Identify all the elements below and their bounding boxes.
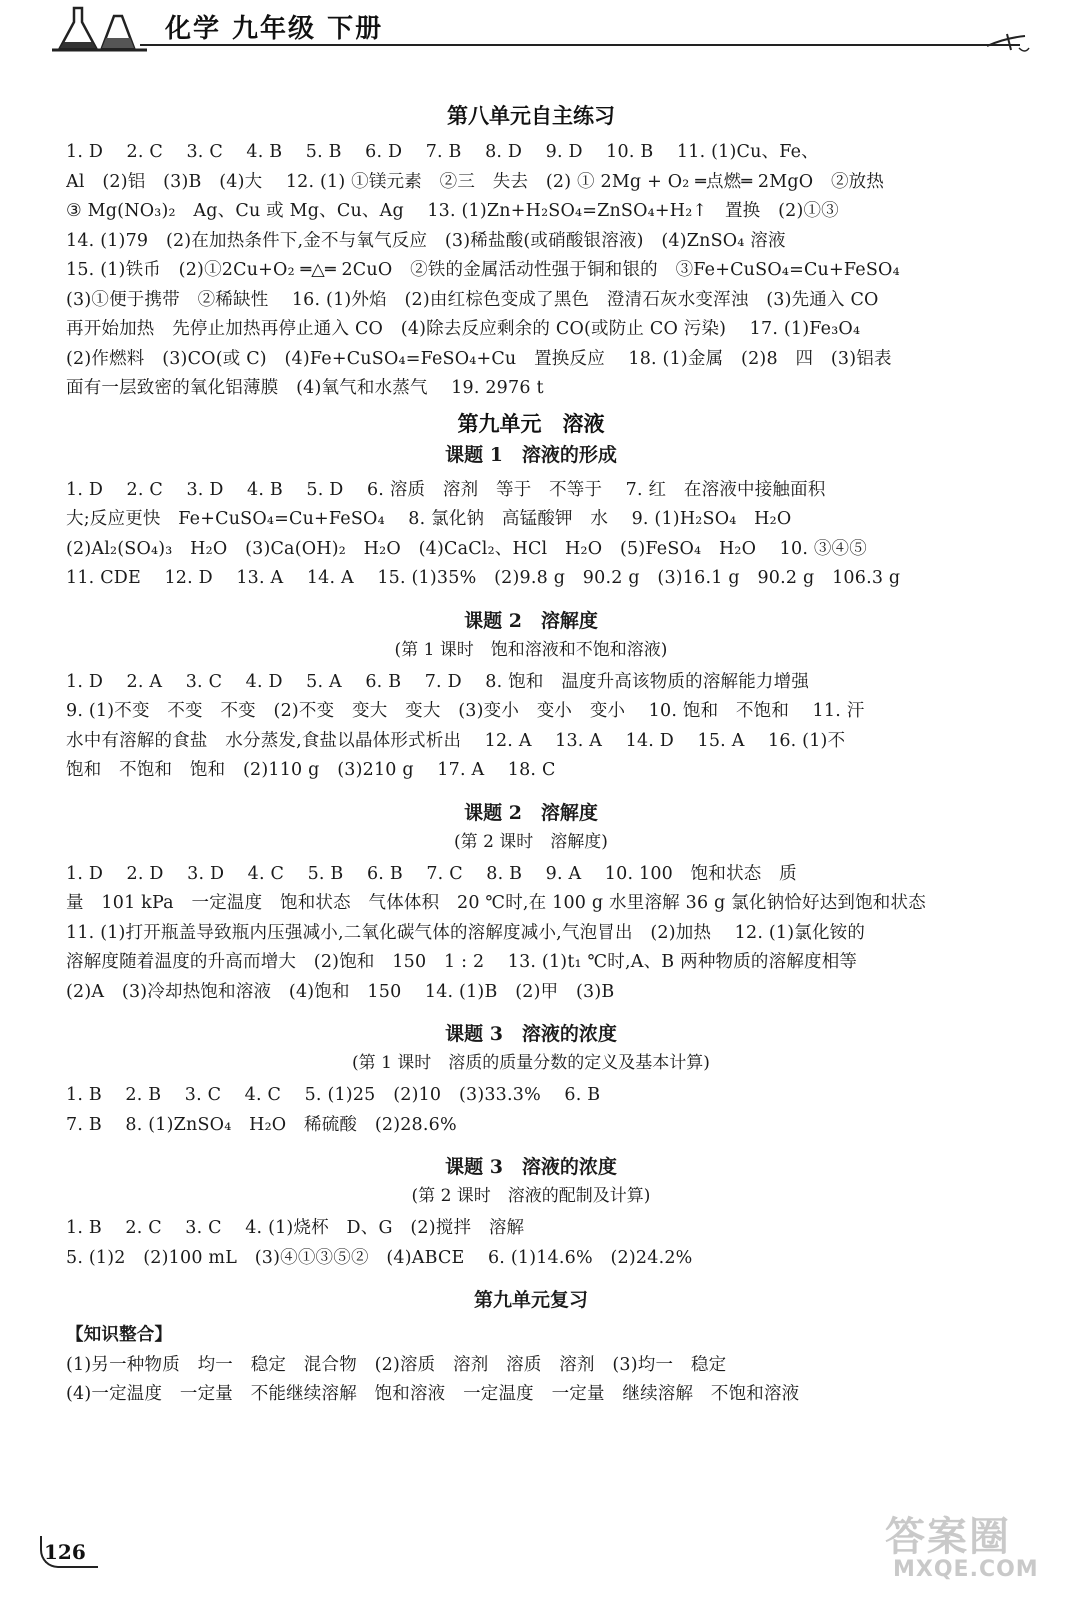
answer-line: (4)一定温度 一定量 不能继续溶解 饱和溶液 一定温度 一定量 继续溶解 不饱和溶液	[66, 1384, 800, 1404]
section-unit9-review	[66, 1285, 996, 1410]
answer-line: 1. D 2. C 3. D 4. B 5. D 6. 溶质 溶剂 等于 不等于 7. 红 在溶液中接触面积	[66, 479, 826, 500]
answer-line: 饱和 不饱和 饱和 (2)110 g (3)210 g 17. A 18. C	[66, 760, 556, 780]
answer-line: 7. B 8. (1)ZnSO₄ H₂O 稀硫酸 (2)28.6%	[66, 1114, 457, 1135]
section-unit9-lesson1	[66, 408, 996, 594]
section-title: 第九单元 溶液	[457, 410, 605, 436]
review-label: 【知识整合】	[66, 1325, 173, 1345]
answer-line: 量 101 kPa 一定温度 饱和状态 气体体积 20 ℃时,在 100 g 水里溶解 36 g 氯化钠恰好达到饱和状态	[66, 893, 926, 913]
answer-line: 1. B 2. B 3. C 4. C 5. (1)25 (2)10 (3)33.3% 6. B	[66, 1085, 601, 1105]
lesson-part: (第 2 课时 溶液的配制及计算)	[411, 1186, 651, 1206]
lesson-part: (第 2 课时 溶解度)	[454, 831, 608, 852]
answer-line: 9. (1)不变 不变 不变 (2)不变 变大 变大 (3)变小 变小 变小 10. 饱和 不饱和 11. 汗	[66, 701, 865, 721]
watermark-text: 答案圈	[885, 1514, 1011, 1560]
feather-icon	[985, 30, 1030, 64]
section-unit8	[66, 100, 996, 404]
answer-line: (3)①便于携带 ②稀缺性 16. (1)外焰 (2)由红棕色变成了黑色 澄清石灰水变浑浊 (3)先通入 CO	[66, 289, 879, 310]
answer-line: (1)另一种物质 均一 稳定 混合物 (2)溶质 溶剂 溶质 溶剂 (3)均一 稳定	[66, 1354, 727, 1375]
flask-icon	[52, 2, 147, 56]
lesson-title: 课题 2 溶解度	[464, 609, 598, 632]
answer-line: 大;反应更快 Fe+CuSO₄=Cu+FeSO₄ 8. 氯化钠 高锰酸钾 水 9. (1)H₂SO₄ H₂O	[66, 509, 792, 529]
answer-line: 14. (1)79 (2)在加热条件下,金不与氧气反应 (3)稀盐酸(或硝酸银溶液) (4)ZnSO₄ 溶液	[66, 230, 786, 251]
answer-line: 1. D 2. C 3. C 4. B 5. B 6. D 7. B 8. D 9. D 10. B 11. (1)Cu、Fe、	[66, 142, 819, 162]
answer-line: 1. D 2. A 3. C 4. D 5. A 6. B 7. D 8. 饱和 温度升高该物质的溶解能力增强	[66, 671, 810, 692]
answer-line: 水中有溶解的食盐 水分蒸发,食盐以晶体形式析出 12. A 13. A 14. D 15. A 16. (1)不	[66, 730, 846, 751]
answer-line: ③ Mg(NO₃)₂ Ag、Cu 或 Mg、Cu、Ag 13. (1)Zn+H₂SO₄=ZnSO₄+H₂↑ 置换 (2)①③	[66, 201, 839, 221]
answer-line: 1. D 2. D 3. D 4. C 5. B 6. B 7. C 8. B 9. A 10. 100 饱和状态 质	[66, 863, 797, 884]
lesson-title: 课题 1 溶液的形成	[445, 443, 617, 466]
page-header	[0, 0, 1066, 62]
section-lesson3-part1	[66, 1019, 996, 1140]
answer-line: 溶解度随着温度的升高而增大 (2)饱和 150 1 : 2 13. (1)t₁ ℃时,A、B 两种物质的溶解度相等	[66, 952, 858, 972]
answer-line: (2)Al₂(SO₄)₃ H₂O (3)Ca(OH)₂ H₂O (4)CaCl₂、HCl H₂O (5)FeSO₄ H₂O 10. ③④⑤	[66, 538, 867, 559]
answer-content	[66, 100, 996, 1414]
header-title: 化学 九年级 下册	[165, 14, 384, 44]
page-number: 126	[44, 1540, 86, 1564]
lesson-title: 课题 2 溶解度	[464, 801, 598, 824]
watermark-url: MXQE.COM	[893, 1557, 1039, 1582]
answer-line: Al (2)铝 (3)B (4)大 12. (1) ①镁元素 ②三 失去 (2) ① 2Mg + O₂ ═点燃═ 2MgO ②放热	[66, 171, 885, 192]
answer-line: 1. B 2. C 3. C 4. (1)烧杯 D、G (2)搅拌 溶解	[66, 1218, 525, 1238]
section-title: 第八单元自主练习	[447, 103, 615, 128]
lesson-title: 课题 3 溶液的浓度	[445, 1023, 617, 1045]
lesson-part: (第 1 课时 饱和溶液和不饱和溶液)	[394, 639, 668, 660]
answer-line: 面有一层致密的氧化铝薄膜 (4)氧气和水蒸气 19. 2976 t	[66, 378, 544, 398]
section-lesson2-part1	[66, 606, 996, 786]
lesson-part: (第 1 课时 溶质的质量分数的定义及基本计算)	[352, 1053, 710, 1073]
answer-line: 15. (1)铁币 (2)①2Cu+O₂ ═△═ 2CuO ②铁的金属活动性强于铜和银的 ③Fe+CuSO₄=Cu+FeSO₄	[66, 260, 900, 280]
section-lesson3-part2	[66, 1152, 996, 1273]
header-rule	[140, 44, 1020, 46]
answer-line: 11. (1)打开瓶盖导致瓶内压强减小,二氧化碳气体的溶解度减小,气泡冒出 (2)加热 12. (1)氯化铵的	[66, 922, 866, 943]
answer-line: 5. (1)2 (2)100 mL (3)④①③⑤② (4)ABCE 6. (1)14.6% (2)24.2%	[66, 1247, 693, 1268]
answer-line: 再开始加热 先停止加热再停止通入 CO (4)除去反应剩余的 CO(或防止 CO 污染) 17. (1)Fe₃O₄	[66, 319, 861, 339]
lesson-title: 课题 3 溶液的浓度	[445, 1156, 617, 1178]
answer-line: (2)A (3)冷却热饱和溶液 (4)饱和 150 14. (1)B (2)甲 (3)B	[66, 981, 615, 1002]
watermark	[875, 1505, 1039, 1590]
answer-line: (2)作燃料 (3)CO(或 C) (4)Fe+CuSO₄=FeSO₄+Cu 置换反应 18. (1)金属 (2)8 四 (3)铝表	[66, 348, 892, 369]
section-title: 第九单元复习	[473, 1289, 588, 1311]
answer-line: 11. CDE 12. D 13. A 14. A 15. (1)35% (2)9.8 g 90.2 g (3)16.1 g 90.2 g 106.3 g	[66, 568, 901, 588]
section-lesson2-part2	[66, 798, 996, 1008]
